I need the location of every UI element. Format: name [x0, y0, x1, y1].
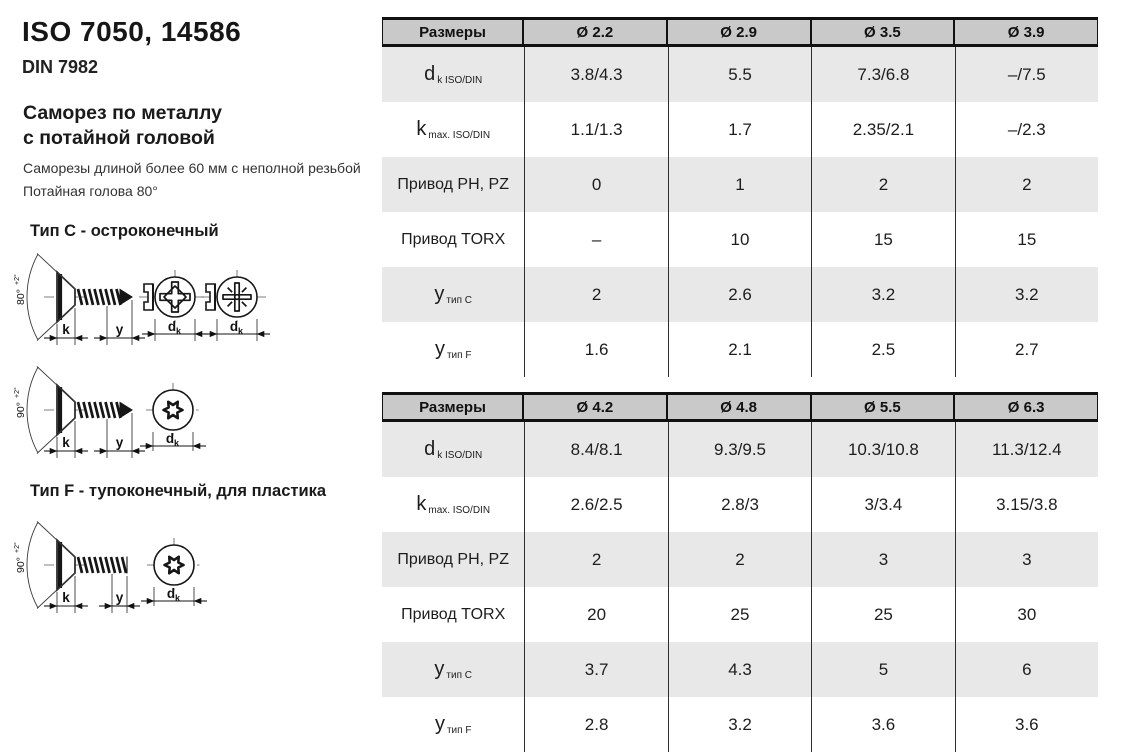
pozidriv-head-view	[201, 270, 270, 341]
row-label-main: Привод PH, PZ	[397, 550, 509, 568]
dimension-label-dk-sub: k	[238, 326, 244, 336]
row-label-cell	[382, 47, 524, 102]
row-label-subscript: k ISO/DIN	[437, 449, 483, 461]
value-cell: 15	[955, 212, 1098, 267]
svg-text:90°: 90°	[15, 557, 27, 573]
table-row	[382, 322, 1098, 377]
svg-text:+2°: +2°	[14, 542, 21, 553]
head-angle-label-type-f	[13, 542, 27, 573]
value-cell: 6	[955, 642, 1098, 697]
row-label-main: d	[424, 63, 436, 85]
diameter-header-cell: Ø 2.2	[522, 20, 666, 44]
value-cell: 3.6	[955, 697, 1098, 752]
dimension-label-dk: d	[167, 319, 177, 334]
table-row	[382, 697, 1098, 752]
diameter-header-cell: Ø 4.2	[522, 395, 666, 419]
row-label-cell	[382, 102, 524, 157]
size-header-cell: Размеры	[419, 398, 486, 416]
value-cell: 4.3	[668, 642, 811, 697]
table-row	[382, 102, 1098, 157]
diameter-header-cell: Ø 5.5	[810, 395, 954, 419]
dimension-label-dk-sub: k	[176, 326, 182, 336]
value-cell: 2.1	[668, 322, 811, 377]
head-angle-label-row1	[13, 274, 27, 305]
row-label-subscript: max. ISO/DIN	[428, 129, 491, 141]
value-cell: –/2.3	[955, 102, 1098, 157]
row-label-main: d	[424, 438, 436, 460]
value-cell: 2	[668, 532, 811, 587]
row-label-cell	[382, 422, 524, 477]
row-label-subscript: max. ISO/DIN	[428, 504, 491, 516]
row-label-cell	[382, 532, 524, 587]
value-cell: 25	[668, 587, 811, 642]
value-cell: 25	[811, 587, 954, 642]
value-cell: 2	[811, 157, 954, 212]
value-cell: 3	[955, 532, 1098, 587]
value-cell: 9.3/9.5	[668, 422, 811, 477]
row-label-subscript: тип C	[446, 669, 472, 681]
value-cell: 3.6	[811, 697, 954, 752]
row-label-cell	[382, 642, 524, 697]
row-label-cell	[382, 587, 524, 642]
value-cell: 1.7	[668, 102, 811, 157]
row-label-subscript: тип F	[446, 349, 472, 361]
value-cell: –	[524, 212, 667, 267]
row-label-cell	[382, 157, 524, 212]
svg-text:80°: 80°	[15, 289, 27, 305]
row-label-main: k	[416, 493, 427, 515]
value-cell: 3.2	[955, 267, 1098, 322]
value-cell: 8.4/8.1	[524, 422, 667, 477]
value-cell: 0	[524, 157, 667, 212]
value-cell: 2	[524, 532, 667, 587]
row-label-main: Привод PH, PZ	[397, 175, 509, 193]
table-row	[382, 422, 1098, 477]
row-label-cell	[382, 322, 524, 377]
value-cell: 3.8/4.3	[524, 47, 667, 102]
product-name-line2: с потайной головой	[23, 127, 215, 149]
type-c-heading: Тип C - остроконечный	[30, 222, 219, 240]
value-cell: 2.6/2.5	[524, 477, 667, 532]
type-f-heading: Тип F - тупоконечный, для пластика	[30, 482, 327, 500]
value-cell: 1	[668, 157, 811, 212]
table-row	[382, 212, 1098, 267]
din-standard: DIN 7982	[22, 57, 99, 77]
row-label-main: y	[434, 338, 445, 360]
head-angle-label-row2	[13, 387, 27, 418]
value-cell: 3.2	[811, 267, 954, 322]
table-row	[382, 532, 1098, 587]
description-line1: Саморезы длиной более 60 мм с неполной резьбой	[23, 160, 361, 176]
diameter-header-cell: Ø 3.5	[810, 20, 954, 44]
phillips-head-view	[139, 270, 208, 341]
value-cell: 2.8/3	[668, 477, 811, 532]
row-label-main: y	[434, 283, 445, 305]
value-cell: 3/3.4	[811, 477, 954, 532]
value-cell: 1.6	[524, 322, 667, 377]
diameter-header-cell: Ø 4.8	[666, 395, 810, 419]
row-label-cell	[382, 477, 524, 532]
value-cell: 3.2	[668, 697, 811, 752]
svg-text:+2°: +2°	[14, 387, 21, 398]
value-cell: –/7.5	[955, 47, 1098, 102]
value-cell: 5.5	[668, 47, 811, 102]
value-cell: 20	[524, 587, 667, 642]
table-row	[382, 157, 1098, 212]
row-label-subscript: тип F	[446, 724, 472, 736]
table-row	[382, 642, 1098, 697]
page-title: ISO 7050, 14586	[22, 16, 242, 47]
row-label-cell	[382, 212, 524, 267]
value-cell: 1.1/1.3	[524, 102, 667, 157]
technical-drawings	[0, 0, 380, 753]
value-cell: 2.7	[955, 322, 1098, 377]
table-row	[382, 477, 1098, 532]
value-cell: 10.3/10.8	[811, 422, 954, 477]
row-label-main: Привод TORX	[401, 605, 506, 623]
value-cell: 2.8	[524, 697, 667, 752]
svg-text:+2°: +2°	[14, 274, 21, 285]
dimension-label-dk: d	[229, 319, 239, 334]
value-cell: 2	[955, 157, 1098, 212]
row-label-subscript: k ISO/DIN	[437, 74, 483, 86]
row-label-main: y	[434, 713, 445, 735]
size-header-cell: Размеры	[419, 23, 486, 41]
value-cell: 15	[811, 212, 954, 267]
diameter-header-cell: Ø 2.9	[666, 20, 810, 44]
diameter-header-cell: Ø 6.3	[953, 395, 1097, 419]
dimension-label-k: k	[62, 590, 70, 605]
description-line2: Потайная голова 80°	[23, 183, 158, 199]
dimensions-table-small-diameters	[382, 17, 1098, 377]
row-label-cell	[382, 697, 524, 752]
value-cell: 3	[811, 532, 954, 587]
table-row	[382, 47, 1098, 102]
value-cell: 2.35/2.1	[811, 102, 954, 157]
value-cell: 2.5	[811, 322, 954, 377]
value-cell: 7.3/6.8	[811, 47, 954, 102]
dimensions-table-large-diameters	[382, 392, 1098, 752]
value-cell: 3.7	[524, 642, 667, 697]
product-name-line1: Саморез по металлу	[23, 102, 222, 124]
value-cell: 5	[811, 642, 954, 697]
value-cell: 11.3/12.4	[955, 422, 1098, 477]
table-row	[382, 267, 1098, 322]
row-label-main: y	[434, 658, 445, 680]
type-f-screw-side-view	[27, 522, 140, 614]
row-label-main: Привод TORX	[401, 230, 506, 248]
table-header-row	[382, 17, 1098, 47]
value-cell: 30	[955, 587, 1098, 642]
table-row	[382, 587, 1098, 642]
row-label-cell	[382, 267, 524, 322]
svg-text:90°: 90°	[15, 402, 27, 418]
value-cell: 2	[524, 267, 667, 322]
row-label-subscript: тип C	[446, 294, 472, 306]
value-cell: 10	[668, 212, 811, 267]
row-label-main: k	[416, 118, 427, 140]
value-cell: 2.6	[668, 267, 811, 322]
table-header-row	[382, 392, 1098, 422]
value-cell: 3.15/3.8	[955, 477, 1098, 532]
dimension-label-y: y	[115, 590, 124, 605]
diameter-header-cell: Ø 3.9	[953, 20, 1097, 44]
